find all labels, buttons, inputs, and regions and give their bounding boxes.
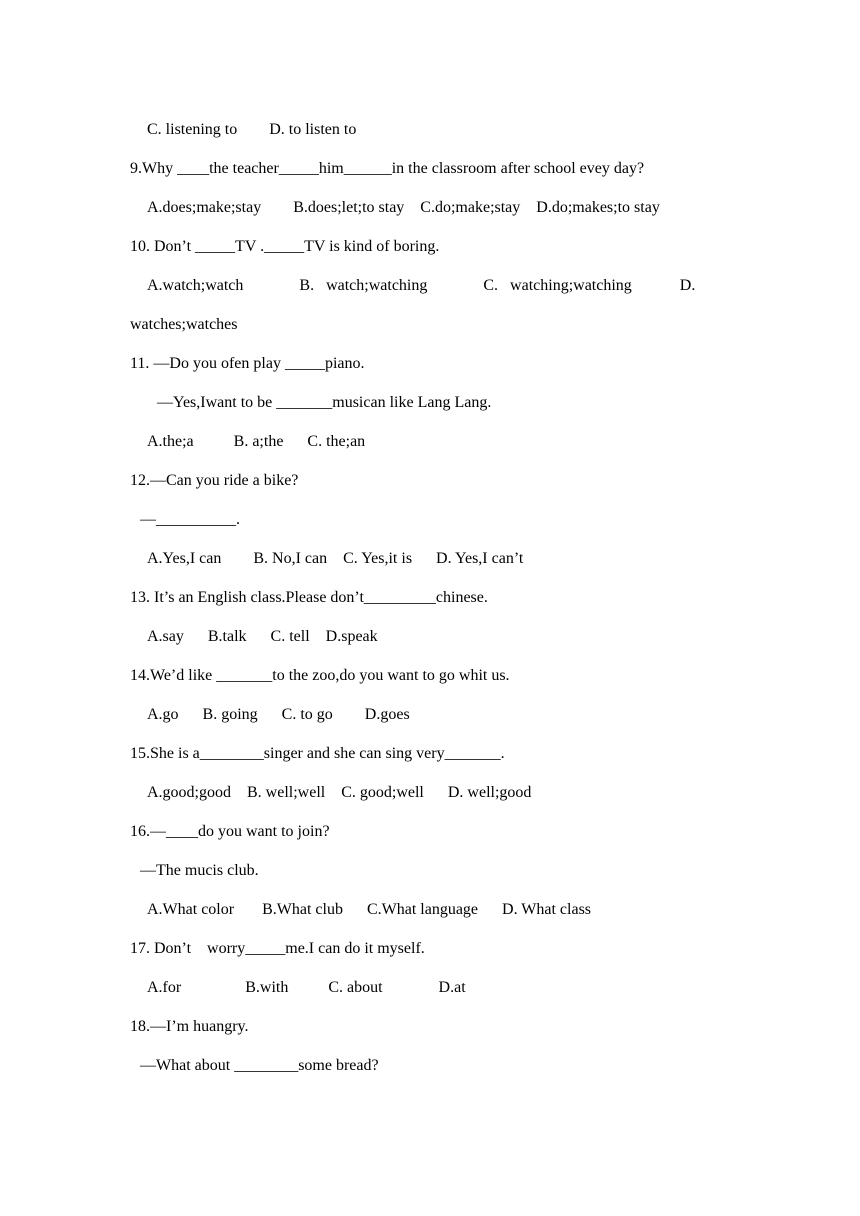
question-16: 16.—____do you want to join? [130,823,330,840]
question-11-reply: —Yes,Iwant to be _______musican like Lang Lang. [157,394,492,411]
option-line-q13: A.say B.talk C. tell D.speak [147,628,378,645]
question-16-reply: —The mucis club. [140,862,259,879]
option-line-q12: A.Yes,I can B. No,I can C. Yes,it is D. Yes,I can’t [147,550,524,567]
option-line-q17: A.for B.with C. about D.at [147,979,466,996]
question-17: 17. Don’t worry_____me.I can do it myself. [130,940,425,957]
option-line-q10: A.watch;watch B. watch;watching C. watching;watching D. [147,277,696,294]
question-15: 15.She is a________singer and she can sing very_______. [130,745,505,762]
option-line-q14: A.go B. going C. to go D.goes [147,706,410,723]
question-12-reply: —__________. [140,511,240,528]
question-14: 14.We’d like _______to the zoo,do you want to go whit us. [130,667,510,684]
option-line-q8: C. listening to D. to listen to [147,121,357,138]
option-line-q11: A.the;a B. a;the C. the;an [147,433,366,450]
option-line-q16: A.What color B.What club C.What language D. What class [147,901,592,918]
option-line-q15: A.good;good B. well;well C. good;well D. well;good [147,784,532,801]
option-line-q9: A.does;make;stay B.does;let;to stay C.do;make;stay D.do;makes;to stay [147,199,660,216]
question-9: 9.Why ____the teacher_____him______in the classroom after school evey day? [130,160,645,177]
question-12: 12.—Can you ride a bike? [130,472,299,489]
option-line-q10-wrap: watches;watches [130,316,238,333]
question-18-reply: —What about ________some bread? [140,1057,379,1074]
question-18: 18.—I’m huangry. [130,1018,249,1035]
question-11: 11. —Do you ofen play _____piano. [130,355,365,372]
question-13: 13. It’s an English class.Please don’t_________chinese. [130,589,488,606]
question-10: 10. Don’t _____TV ._____TV is kind of boring. [130,238,440,255]
